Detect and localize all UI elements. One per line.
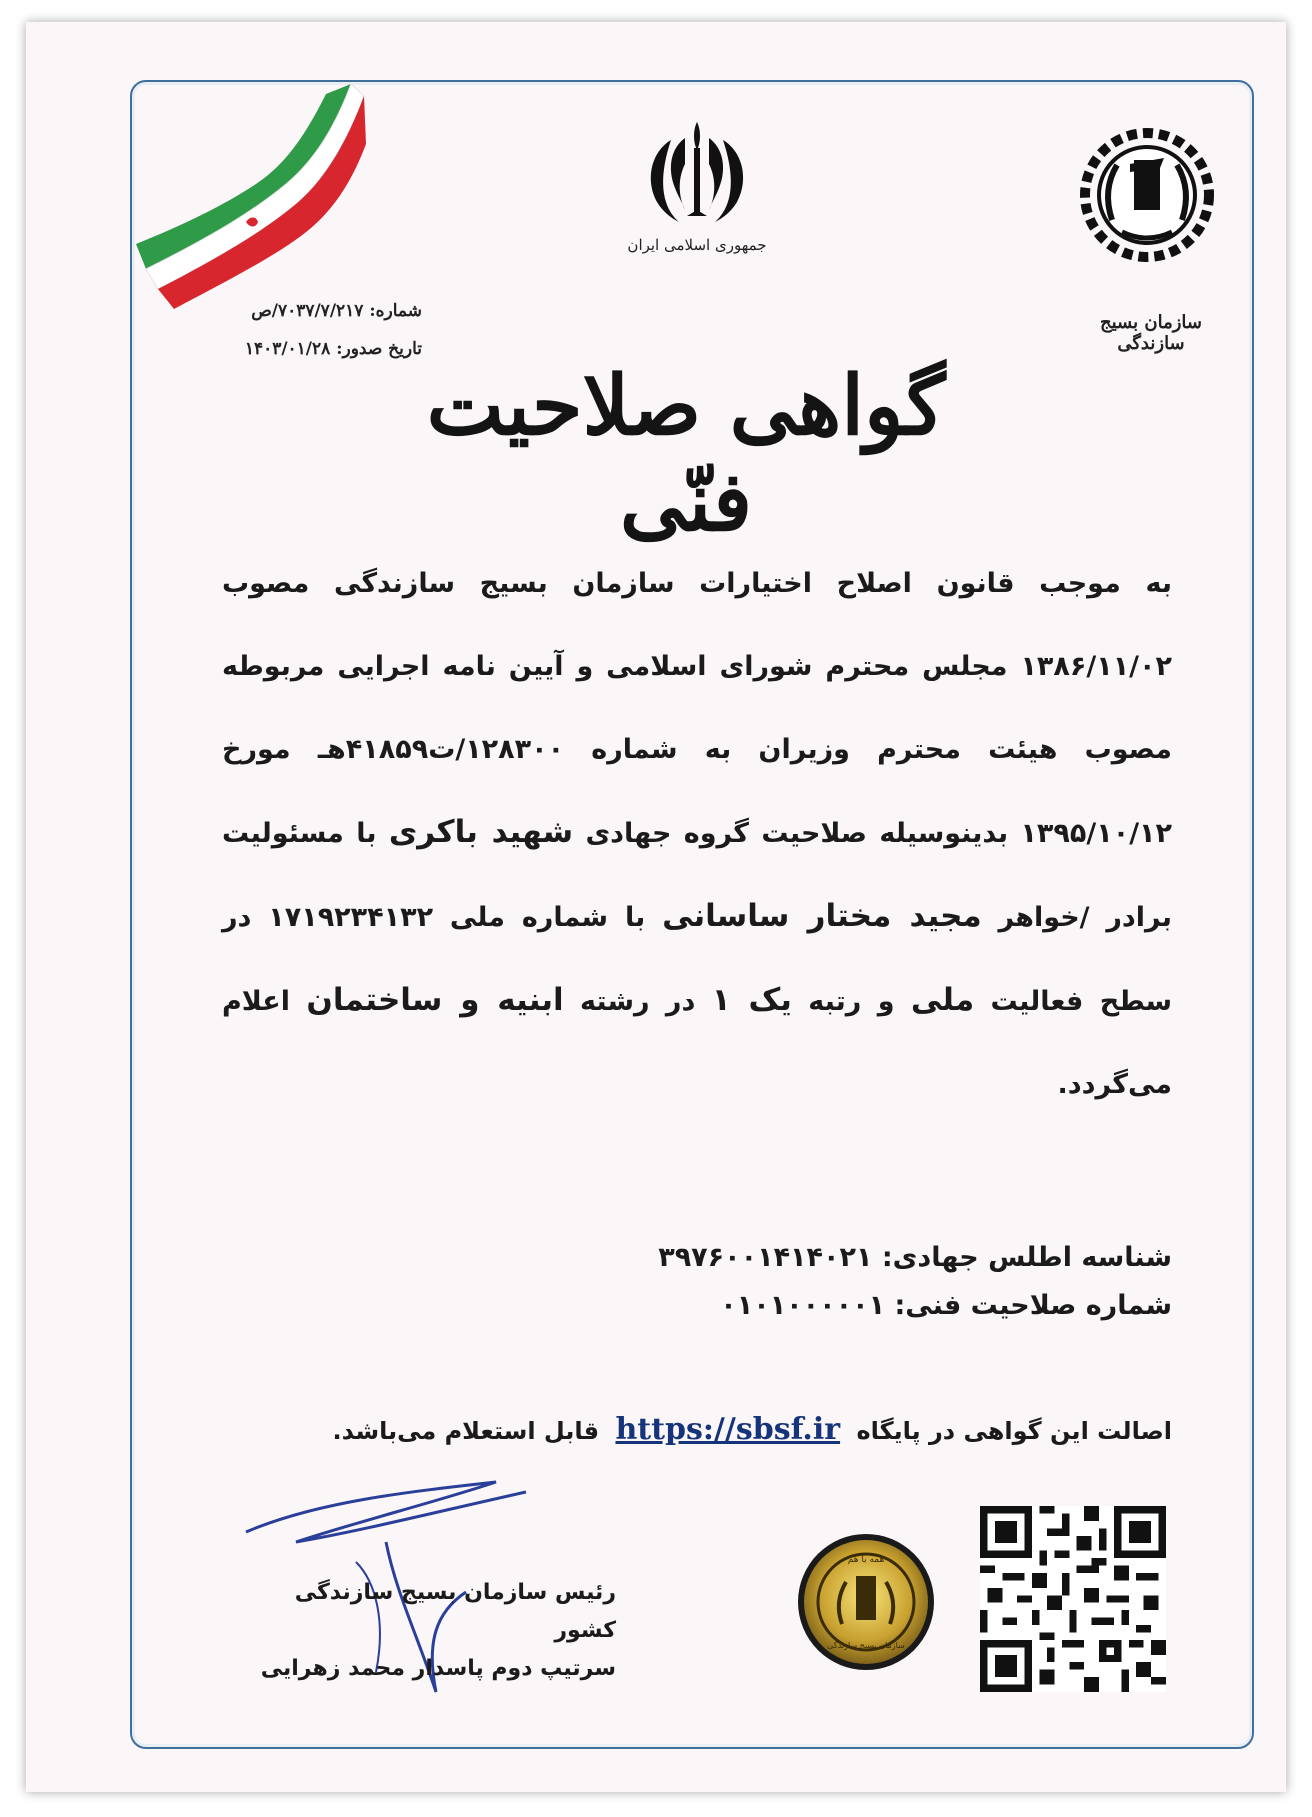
- number-row: [222, 292, 422, 330]
- number-value: ۷۰۳۷/۷/۲۱۷/ص: [251, 301, 364, 321]
- certificate-sheet: [26, 22, 1286, 1792]
- body-text-4: و رتبه: [808, 986, 895, 1017]
- rank: یک ۱: [711, 982, 792, 1018]
- number-label: شماره:: [369, 301, 422, 321]
- person-name: مجید مختار ساسانی: [662, 898, 982, 934]
- iran-flag-ribbon-icon: [136, 84, 366, 314]
- hologram-seal-icon: [796, 1532, 936, 1672]
- certificate-body: [222, 542, 1172, 1126]
- state-emblem-icon: [637, 118, 757, 228]
- body-text-2: با مسئولیت برادر /خواهر: [222, 818, 1172, 933]
- validity-suffix: قابل استعلام می‌باشد.: [332, 1417, 600, 1445]
- emblem-caption: جمهوری اسلامی ایران: [627, 236, 767, 254]
- seal-top-text: همه با هم: [847, 1555, 885, 1565]
- cert-number-value: ۰۱۰۱۰۰۰۰۰۱: [720, 1290, 886, 1321]
- qr-code-icon: [980, 1506, 1166, 1692]
- body-text-1: به موجب قانون اصلاح اختیارات سازمان بسیج سازندگی مصوب ۱۳۸۶/۱۱/۰۲ مجلس محترم شورای اسلامی و آیین نامه اجرایی مربوطه مصوب هیئت محترم وزیران به شماره ۱۲۸۳۰۰/ت۴۱۸۵۹هـ مورخ ۱۳۹۵/۱۰/۱۲ بدینوسیله صلاحیت گروه جهادی: [222, 568, 1173, 849]
- date-label: تاریخ صدور:: [336, 339, 422, 359]
- field: ابنیه و ساختمان: [306, 982, 564, 1018]
- body-text-5: در رشته: [580, 986, 696, 1017]
- body-text-3: با شماره ملی ۱۷۱۹۲۳۴۱۳۲ در سطح فعالیت: [222, 902, 1173, 1017]
- seal-bottom-text: سازمان بسیج سازندگی: [827, 1641, 905, 1650]
- validity-prefix: اصالت این گواهی در پایگاه: [856, 1417, 1172, 1445]
- organisation-name: سازمان بسیج سازندگی: [1100, 312, 1202, 354]
- atlas-id-label: شناسه اطلس جهادی:: [881, 1242, 1172, 1273]
- validity-note: [332, 1412, 1172, 1447]
- cert-number-label: شماره صلاحیت فنی:: [894, 1290, 1172, 1321]
- signer-name: سرتیپ دوم پاسدار محمد زهرایی: [260, 1656, 616, 1681]
- signatory: [226, 1574, 616, 1688]
- group-name: شهید باکری: [388, 814, 574, 850]
- state-emblem: [622, 118, 772, 254]
- certificate-meta: [222, 292, 422, 368]
- signer-title: رئیس سازمان بسیج سازندگی کشور: [294, 1580, 616, 1643]
- atlas-id-row: [626, 1234, 1172, 1282]
- basij-sazandegi-logo-icon: [1072, 120, 1222, 270]
- date-value: ۱۴۰۳/۰۱/۲۸: [244, 339, 331, 359]
- activity-level: ملی: [910, 982, 975, 1018]
- certificate-ids: [626, 1234, 1172, 1330]
- cert-number-row: [626, 1282, 1172, 1330]
- verification-link[interactable]: https://sbsf.ir: [615, 1412, 841, 1447]
- date-row: [222, 330, 422, 368]
- atlas-id-value: ۳۹۷۶۰۰۱۴۱۴۰۲۱: [658, 1242, 873, 1273]
- body-text-6: اعلام می‌گردد.: [222, 986, 1172, 1100]
- certificate-title: گواهی صلاحیت فنّی: [426, 358, 946, 550]
